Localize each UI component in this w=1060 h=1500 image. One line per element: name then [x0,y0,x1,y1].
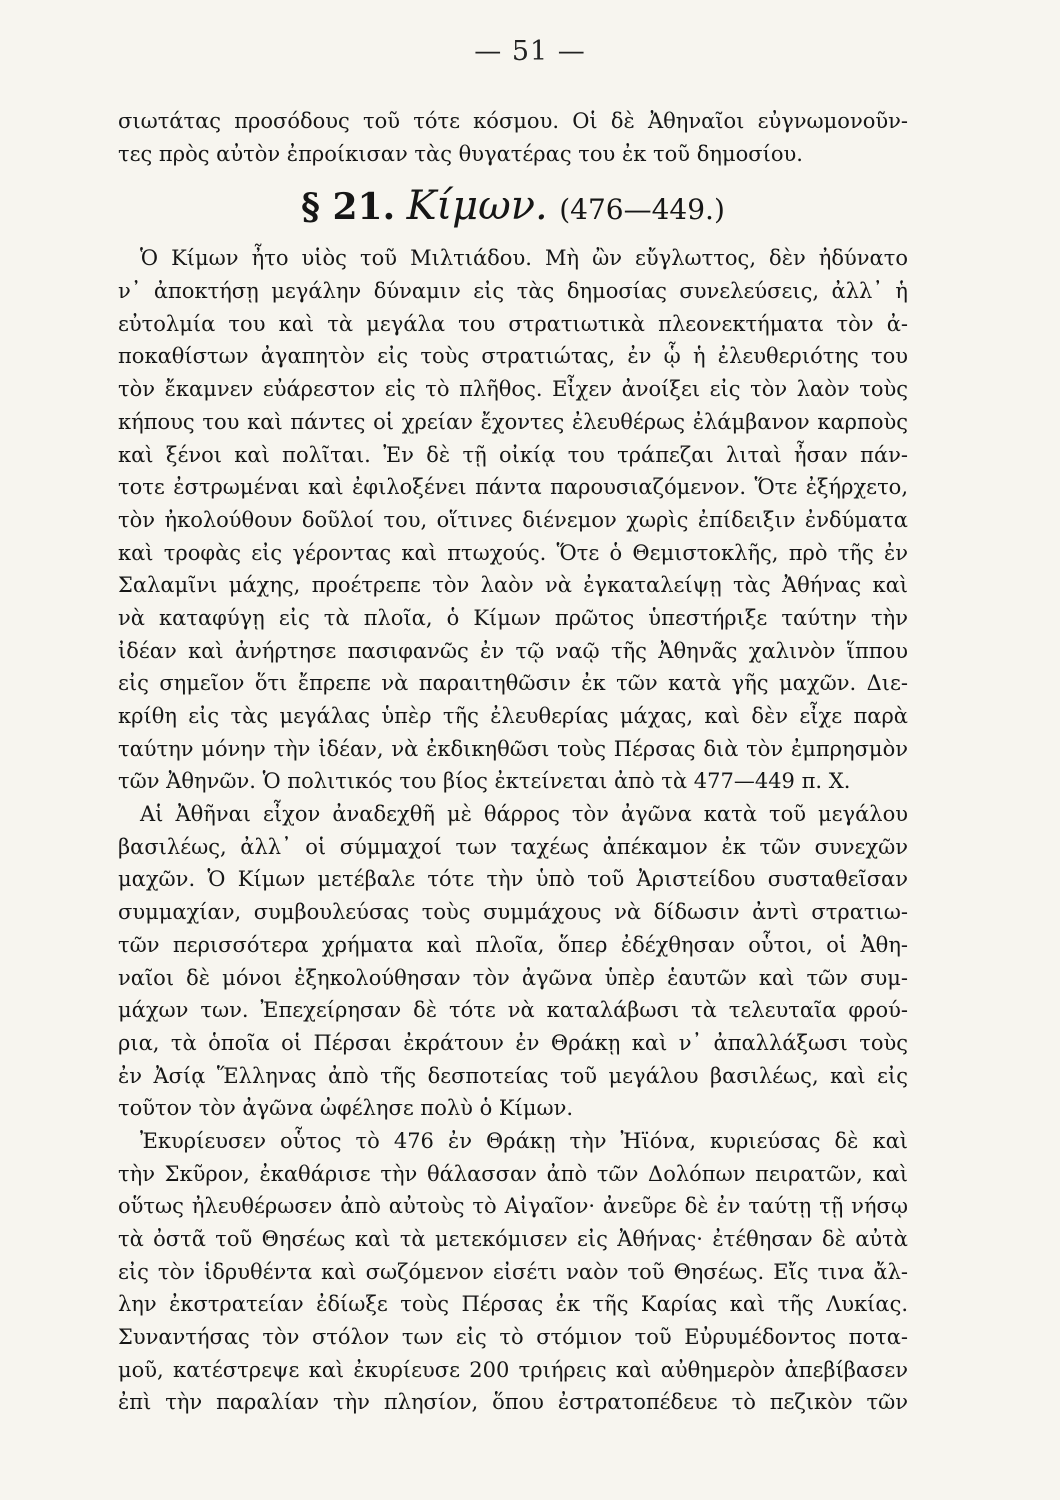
text-line: συμμαχίαν, συμβουλεύσας τοὺς συμμάχους νὰ δίδωσιν ἀντὶ στρατιω- [118,900,908,925]
text-line: Ἐκυρίευσεν οὗτος τὸ 476 ἐν Θράκῃ τὴν Ἠϊόνα, κυριεύσας δὲ καὶ [140,1128,908,1153]
text-line: μοῦ, κατέστρεψε καὶ ἐκυρίευσε 200 τριήρεις καὶ αὐθημερὸν ἀπεβίβασεν [118,1357,908,1382]
paragraph-1 [118,242,908,798]
paragraph-2 [118,798,908,1125]
section-number: § 21. [301,186,396,229]
text-line: ρια, τὰ ὁποῖα οἱ Πέρσαι ἐκράτουν ἐν Θράκῃ καὶ ν᾽ ἀπαλλάξωσι τοὺς [118,1030,908,1055]
text-line: Ὁ Κίμων ἦτο υἱὸς τοῦ Μιλτιάδου. Μὴ ὢν εὔγλωττος, δὲν ἠδύνατο [140,246,908,271]
text-line: ποκαθίστων ἀγαπητὸν εἰς τοὺς στρατιώτας, ἐν ᾧ ἡ ἐλευθεριότης του [118,344,908,369]
text-line: τῶν περισσότερα χρήματα καὶ πλοῖα, ὅπερ ἐδέχθησαν οὗτοι, οἱ Ἀθη- [118,932,908,957]
intro-paragraph [118,105,908,170]
text-line: μάχων των. Ἐπεχείρησαν δὲ τότε νὰ καταλάβωσι τὰ τελευταῖα φρού- [118,998,908,1023]
text-line: ἐν Ἀσίᾳ Ἕλληνας ἀπὸ τῆς δεσποτείας τοῦ μεγάλου βασιλέως, καὶ εἰς [118,1063,908,1088]
text-line: ν᾽ ἀποκτήσῃ μεγάλην δύναμιν εἰς τὰς δημοσίας συνελεύσεις, ἀλλ᾽ ἡ [118,279,908,304]
text-line: καὶ ξένοι καὶ πολῖται. Ἐν δὲ τῇ οἰκίᾳ του τράπεζαι λιταὶ ἦσαν πάν- [118,442,908,467]
text-line: ἰδέαν καὶ ἀνήρτησε πασιφανῶς ἐν τῷ ναῷ τῆς Ἀθηνᾶς χαλινὸν ἵππου [118,638,908,663]
text-line: ἐπὶ τὴν παραλίαν τὴν πλησίον, ὅπου ἐστρατοπέδευε τὸ πεζικὸν τῶν [118,1390,908,1415]
text-line: Αἱ Ἀθῆναι εἶχον ἀναδεχθῆ μὲ θάρρος τὸν ἀγῶνα κατὰ τοῦ μεγάλου [140,802,908,827]
text-line: τὸν ἔκαμνεν εὐάρεστον εἰς τὸ πλῆθος. Εἶχεν ἀνοίξει εἰς τὸν λαὸν τοὺς [118,377,908,402]
text-line: τοτε ἐστρωμέναι καὶ ἐφιλοξένει πάντα παρουσιαζόμενον. Ὅτε ἐξήρχετο, [118,475,908,500]
text-line: Συναντήσας τὸν στόλον των εἰς τὸ στόμιον τοῦ Εὐρυμέδοντος ποτα- [118,1325,908,1350]
text-line: σιωτάτας προσόδους τοῦ τότε κόσμου. Οἱ δὲ Ἀθηναῖοι εὐγνωμονοῦν- [118,109,908,133]
section-heading [118,170,908,242]
text-line: μαχῶν. Ὁ Κίμων μετέβαλε τότε τὴν ὑπὸ τοῦ Ἀριστείδου συσταθεῖσαν [118,867,908,892]
section-years: (476—449.) [559,193,725,227]
text-line: ναῖοι δὲ μόνοι ἐξηκολούθησαν τὸν ἀγῶνα ὑπὲρ ἑαυτῶν καὶ τῶν συμ- [118,965,908,990]
text-line: νὰ καταφύγῃ εἰς τὰ πλοῖα, ὁ Κίμων πρῶτος ὑπεστήριξε ταύτην τὴν [118,605,908,630]
text-line: τοῦτον τὸν ἀγῶνα ὠφέλησε πολὺ ὁ Κίμων. [118,1096,574,1121]
text-line: τῶν Ἀθηνῶν. Ὁ πολιτικός του βίος ἐκτείνεται ἀπὸ τὰ 477—449 π. Χ. [118,769,851,794]
text-line: οὕτως ἠλευθέρωσεν ἀπὸ αὐτοὺς τὸ Αἰγαῖον· ἀνεῦρε δὲ ἐν ταύτῃ τῇ νήσῳ [118,1194,908,1219]
text-line: εὐτολμία του καὶ τὰ μεγάλα του στρατιωτικὰ πλεονεκτήματα τὸν ἀ- [118,311,908,336]
text-line: κήπους του καὶ πάντες οἱ χρείαν ἔχοντες ἐλευθέρως ἐλάμβανον καρποὺς [118,409,908,434]
text-line: τες πρὸς αὐτὸν ἐπροίκισαν τὰς θυγατέρας του ἐκ τοῦ δημοσίου. [118,141,803,166]
section-title: Κίμων. [406,183,548,230]
page-number: — 51 — [474,36,586,67]
text-line: Σαλαμῖνι μάχης, προέτρεπε τὸν λαὸν νὰ ἐγκαταλείψῃ τὰς Ἀθήνας καὶ [118,573,908,598]
text-line: τὸν ἠκολούθουν δοῦλοί του, οἵτινες διένεμον χωρὶς ἐπίδειξιν ἐνδύματα [118,507,908,532]
text-line: εἰς τὸν ἱδρυθέντα καὶ σωζόμενον εἰσέτι ναὸν τοῦ Θησέως. Εἴς τινα ἄλ- [118,1259,908,1284]
page-body [118,105,908,1419]
text-line: βασιλέως, ἀλλ᾽ οἱ σύμμαχοί των ταχέως ἀπέκαμον ἐκ τῶν συνεχῶν [118,834,908,859]
text-line: τὰ ὀστᾶ τοῦ Θησέως καὶ τὰ μετεκόμισεν εἰς Ἀθήνας· ἐτέθησαν δὲ αὐτὰ [118,1227,908,1251]
text-line: κρίθη εἰς τὰς μεγάλας ὑπὲρ τῆς ἐλευθερίας μάχας, καὶ δὲν εἶχε παρὰ [118,704,908,728]
text-line: ταύτην μόνην τὴν ἰδέαν, νὰ ἐκδικηθῶσι τοὺς Πέρσας διὰ τὸν ἐμπρησμὸν [118,736,908,761]
text-line: εἰς σημεῖον ὅτι ἔπρεπε νὰ παραιτηθῶσιν ἐκ τῶν κατὰ γῆς μαχῶν. Διε- [118,671,908,696]
text-line: τὴν Σκῦρον, ἐκαθάρισε τὴν θάλασσαν ἀπὸ τῶν Δολόπων πειρατῶν, καὶ [118,1161,908,1186]
text-line: καὶ τροφὰς εἰς γέροντας καὶ πτωχούς. Ὅτε ὁ Θεμιστοκλῆς, πρὸ τῆς ἐν [118,540,908,565]
paragraph-3 [118,1125,908,1419]
text-line: λην ἐκστρατείαν ἐδίωξε τοὺς Πέρσας ἐκ τῆς Καρίας καὶ τῆς Λυκίας. [118,1292,908,1317]
